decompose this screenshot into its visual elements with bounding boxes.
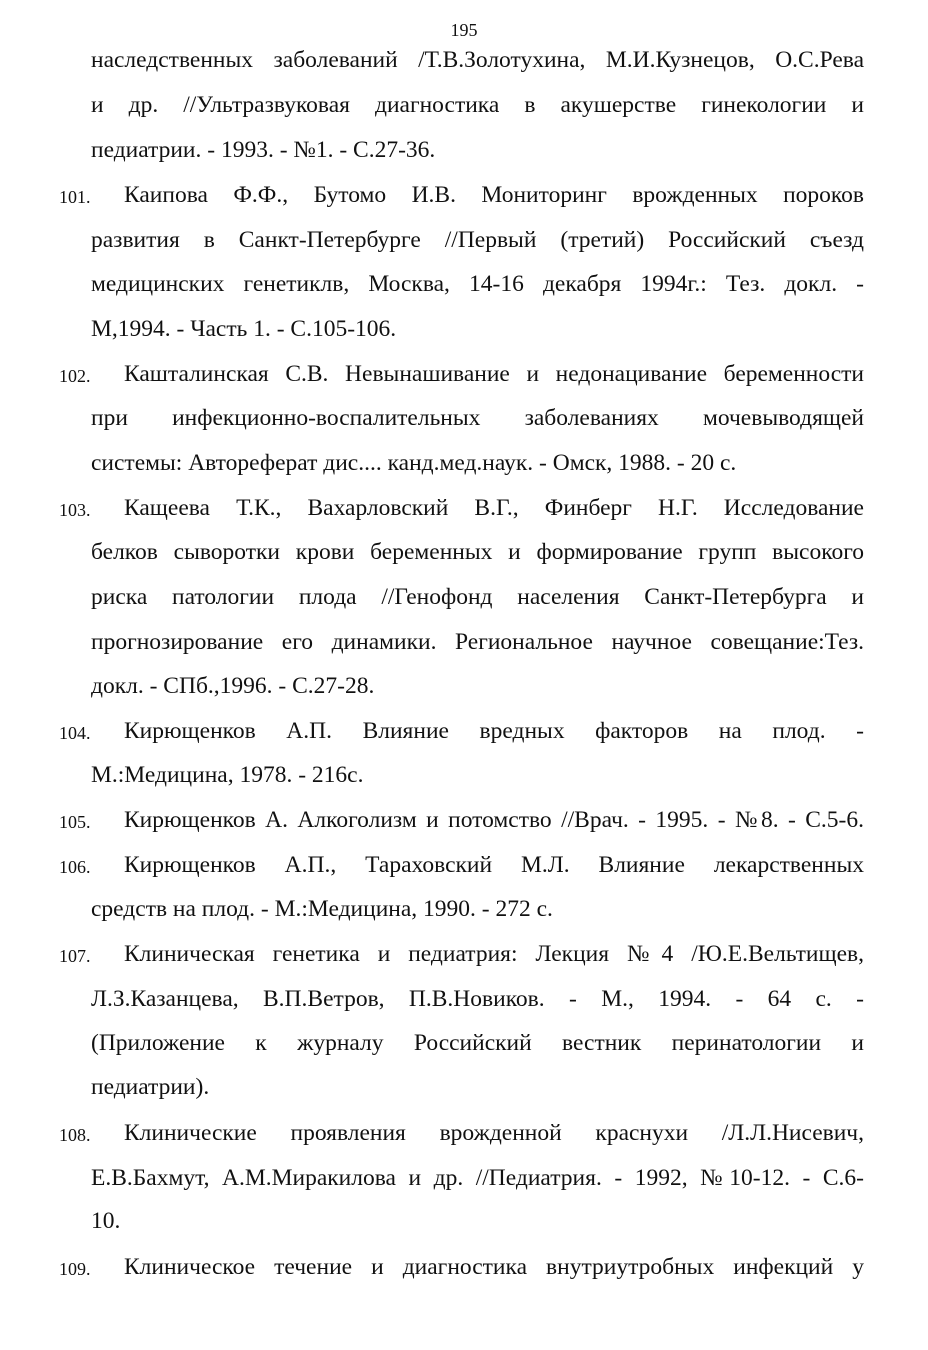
reference-text-line: и др. //Ультразвуковая диагностика в акушерстве гинекологии и bbox=[91, 92, 864, 118]
reference-text-line: Кашталинская С.В. Невынашивание и недонацивание беременности bbox=[124, 361, 864, 387]
reference-number: 101. bbox=[59, 187, 91, 207]
reference-number: 103. bbox=[59, 500, 91, 520]
reference-number: 109. bbox=[59, 1259, 91, 1279]
reference-text-line: прогнозирование его динамики. Региональное научное совещание:Тез. bbox=[91, 629, 864, 655]
reference-text-line: Клиническое течение и диагностика внутриутробных инфекций у bbox=[124, 1254, 864, 1280]
reference-text-line: докл. - СПб.,1996. - С.27-28. bbox=[91, 673, 375, 699]
reference-text-line: Кирющенков А.П., Тараховский М.Л. Влияние лекарственных bbox=[124, 852, 864, 878]
reference-text-line: при инфекционно-воспалительных заболеваниях мочевыводящей bbox=[91, 405, 864, 431]
reference-text-line: наследственных заболеваний /Т.В.Золотухина, М.И.Кузнецов, О.С.Рева bbox=[91, 47, 864, 73]
reference-text-line: развития в Санкт-Петербурге //Первый (третий) Российский съезд bbox=[91, 227, 864, 253]
reference-text-line: Каипова Ф.Ф., Бутомо И.В. Мониторинг врожденных пороков bbox=[124, 182, 864, 208]
reference-text-line: педиатрии. - 1993. - №1. - С.27-36. bbox=[91, 137, 436, 163]
reference-number: 106. bbox=[59, 857, 91, 877]
reference-text-line: М.:Медицина, 1978. - 216с. bbox=[91, 762, 364, 788]
reference-text-line: Клиническая генетика и педиатрия: Лекция №4 /Ю.Е.Вельтищев, bbox=[124, 941, 864, 967]
reference-text-line: системы: Автореферат дис.... канд.мед.наук. - Омск, 1988. - 20 с. bbox=[91, 450, 737, 476]
reference-number: 102. bbox=[59, 366, 91, 386]
reference-text-line: медицинских генетиклв, Москва, 14-16 декабря 1994г.: Тез. докл. - bbox=[91, 271, 864, 297]
reference-number: 105. bbox=[59, 812, 91, 832]
reference-text-line: Е.В.Бахмут, А.М.Миракилова и др. //Педиатрия. - 1992, №10-12. - С.6- bbox=[91, 1165, 864, 1191]
reference-number: 107. bbox=[59, 946, 91, 966]
reference-text-line: Л.З.Казанцева, В.П.Ветров, П.В.Новиков. - М., 1994. - 64 с. - bbox=[91, 986, 864, 1012]
reference-text-line: Кирющенков А. Алкоголизм и потомство //Врач. - 1995. - №8. - С.5-6. bbox=[124, 807, 864, 833]
reference-text-line: педиатрии). bbox=[91, 1074, 210, 1100]
reference-text-line: Кащеева Т.К., Вахарловский В.Г., Финберг Н.Г. Исследование bbox=[124, 495, 864, 521]
reference-text-line: Клинические проявления врожденной краснухи /Л.Л.Нисевич, bbox=[124, 1120, 864, 1146]
reference-text-line: средств на плод. - М.:Медицина, 1990. - 272 с. bbox=[91, 896, 553, 922]
reference-text-line: (Приложение к журналу Российский вестник перинатологии и bbox=[91, 1030, 864, 1056]
reference-text-line: белков сыворотки крови беременных и формирование групп высокого bbox=[91, 539, 864, 565]
reference-text-line: риска патологии плода //Генофонд населения Санкт-Петербурга и bbox=[91, 584, 864, 610]
reference-number: 104. bbox=[59, 723, 91, 743]
reference-number: 108. bbox=[59, 1125, 91, 1145]
reference-text-line: М,1994. - Часть 1. - С.105-106. bbox=[91, 316, 397, 342]
reference-text-line: Кирющенков А.П. Влияние вредных факторов на плод. - bbox=[124, 718, 864, 744]
page-number: 195 bbox=[450, 20, 478, 40]
reference-text-line: 10. bbox=[91, 1208, 121, 1234]
